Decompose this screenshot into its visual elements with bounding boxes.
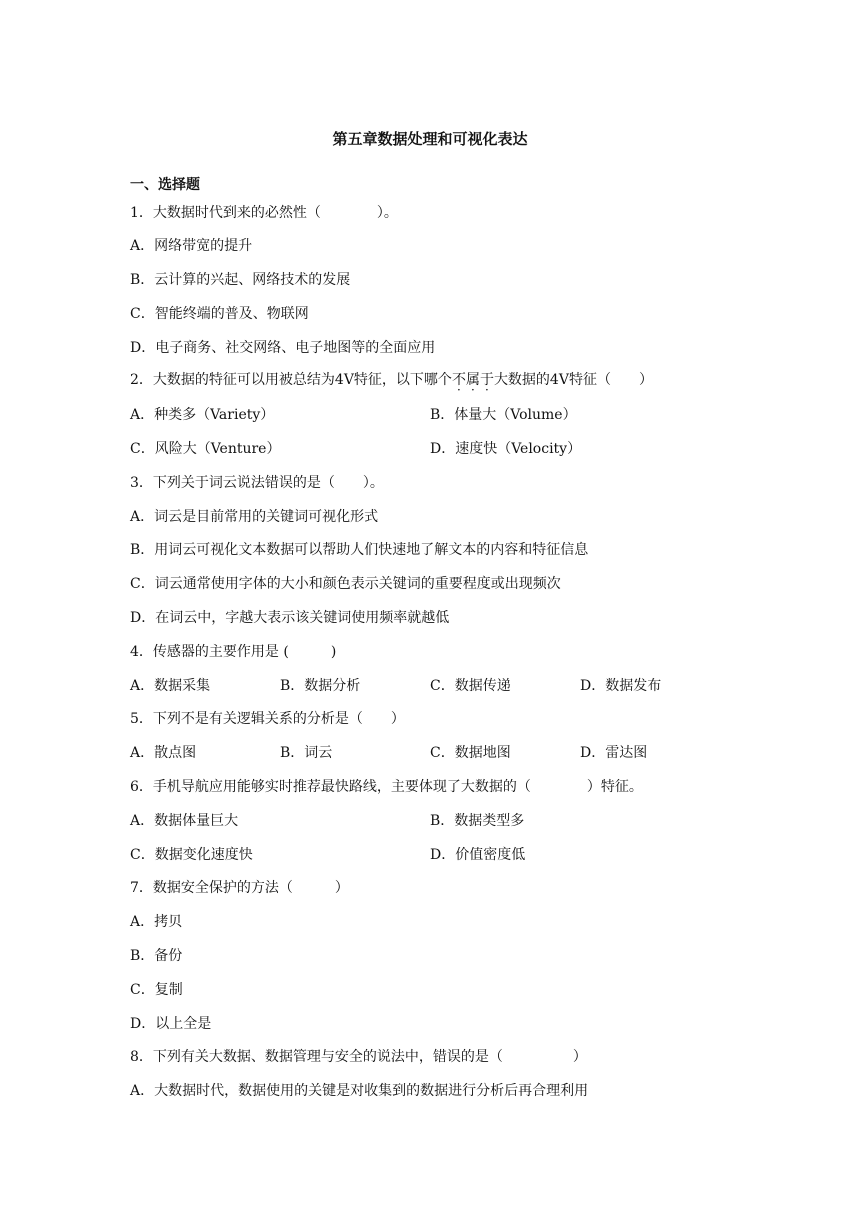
question-8-stem: 8．下列有关大数据、数据管理与安全的说法中，错误的是（ ） — [130, 1049, 587, 1065]
question-6-option-b: B．数据类型多 — [430, 813, 525, 829]
question-5-option-d: D．雷达图 — [580, 745, 648, 761]
question-3-option-b: B．用词云可视化文本数据可以帮助人们快速地了解文本的内容和特征信息 — [130, 542, 589, 558]
section-heading: 一、选择题 — [130, 177, 200, 193]
question-7-option-d: D．以上全是 — [130, 1016, 212, 1032]
question-1-option-c: C．智能终端的普及、物联网 — [130, 306, 309, 322]
question-6-option-c: C．数据变化速度快 — [130, 847, 253, 863]
question-4-option-d: D．数据发布 — [580, 678, 662, 694]
question-7-option-b: B．备份 — [130, 948, 183, 964]
question-7-option-a: A．拷贝 — [130, 914, 183, 930]
question-5-option-a: A．散点图 — [130, 745, 197, 761]
question-1-option-b: B．云计算的兴起、网络技术的发展 — [130, 272, 351, 288]
emphasis-char: 属 — [465, 372, 480, 388]
question-1-option-d: D．电子商务、社交网络、电子地图等的全面应用 — [130, 340, 436, 356]
question-4-stem: 4．传感器的主要作用是 ( ) — [130, 644, 337, 660]
question-7-option-c: C．复制 — [130, 982, 183, 998]
document-title: 第五章数据处理和可视化表达 — [332, 130, 528, 148]
question-3-option-c: C．词云通常使用字体的大小和颜色表示关键词的重要程度或出现频次 — [130, 576, 561, 592]
question-3-option-a: A．词云是目前常用的关键词可视化形式 — [130, 509, 379, 525]
question-5-option-b: B．词云 — [280, 745, 333, 761]
question-3-stem: 3．下列关于词云说法错误的是（ ）。 — [130, 475, 384, 491]
question-2-option-b: B．体量大（Volume） — [430, 407, 577, 423]
question-6-option-d: D．价值密度低 — [430, 847, 526, 863]
question-6-option-a: A．数据体量巨大 — [130, 813, 239, 829]
question-4-option-c: C．数据传递 — [430, 678, 511, 694]
emphasis-char: 不 — [451, 372, 466, 388]
question-4-option-a: A．数据采集 — [130, 678, 211, 694]
question-2-option-c: C．风险大（Venture） — [130, 441, 281, 457]
emphasis-char: 于 — [479, 372, 494, 388]
question-2-stem-pre: 2．大数据的特征可以用被总结为4V特征，以下哪个 — [130, 372, 452, 388]
question-4-option-b: B．数据分析 — [280, 678, 361, 694]
question-2-stem-post: 大数据的4V特征（ ） — [493, 372, 653, 388]
question-5-option-c: C．数据地图 — [430, 745, 511, 761]
question-1-option-a: A．网络带宽的提升 — [130, 238, 253, 254]
question-2-option-a: A．种类多（Variety） — [130, 407, 275, 423]
question-7-stem: 7．数据安全保护的方法（ ） — [130, 880, 349, 896]
question-6-stem: 6．手机导航应用能够实时推荐最快路线，主要体现了大数据的（ ）特征。 — [130, 779, 643, 795]
question-1-stem: 1．大数据时代到来的必然性（ ）。 — [130, 205, 398, 221]
question-3-option-d: D．在词云中，字越大表示该关键词使用频率就越低 — [130, 610, 450, 626]
question-8-option-a: A．大数据时代，数据使用的关键是对收集到的数据进行分析后再合理利用 — [130, 1083, 589, 1099]
question-2-option-d: D．速度快（Velocity） — [430, 441, 582, 457]
question-5-stem: 5．下列不是有关逻辑关系的分析是（ ） — [130, 711, 405, 727]
question-2-stem — [130, 371, 653, 389]
